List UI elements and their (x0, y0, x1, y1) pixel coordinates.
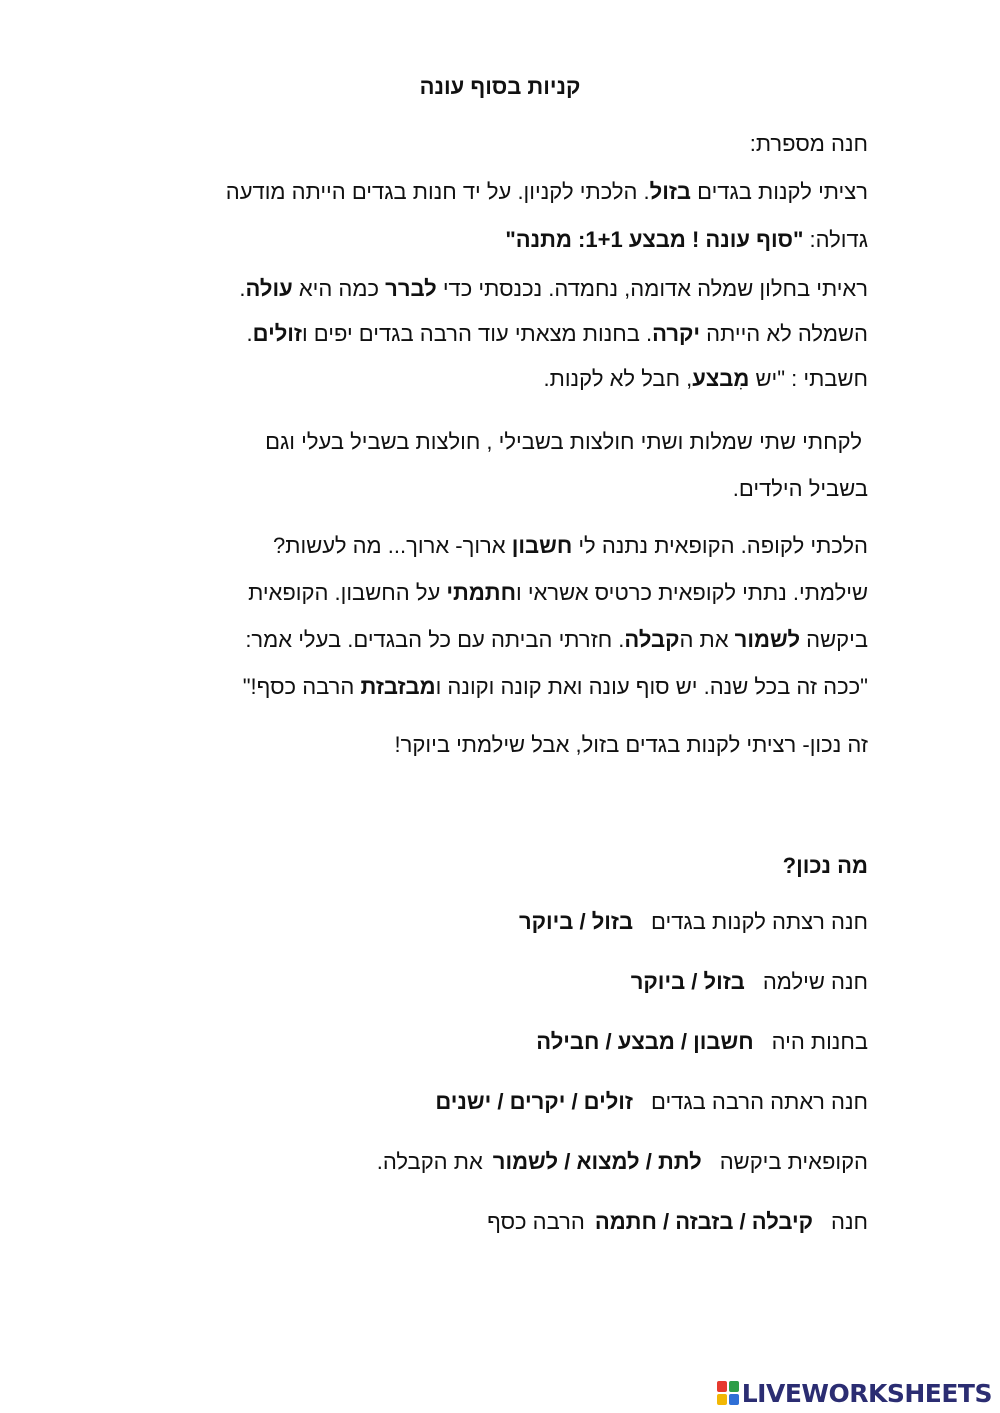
question-options[interactable]: בזול / ביוקר (518, 909, 634, 934)
vocabulary-word: מבזבזת (360, 674, 436, 699)
question-row (128, 1076, 868, 1136)
page-title: קניות בסוף עונה (419, 74, 581, 99)
question-row (128, 1136, 868, 1196)
vocabulary-word: "סוף עונה ! מבצע 1+1: מתנה" (505, 227, 804, 252)
question-row (128, 896, 868, 956)
logo-mark-icon (717, 1381, 739, 1405)
questions-heading: מה נכון? (782, 853, 868, 878)
story-paragraph-3 (128, 418, 868, 512)
story-line: רציתי לקנות בגדים בזול. הלכתי לקניון. על יד חנות בגדים הייתה מודעה (225, 179, 868, 204)
question-text: חנה רצתה לקנות בגדים (651, 909, 868, 934)
vocabulary-word: עולה (245, 276, 293, 301)
question-options[interactable]: חשבון / מבצע / חבילה (536, 1029, 754, 1054)
question-text: חנה שילמה (762, 969, 868, 994)
story-line: ראיתי בחלון שמלה אדומה, נחמדה. נכנסתי כדי לברר כמה היא עולה. (239, 276, 868, 301)
story-line: חנה מספרת: (749, 131, 868, 156)
question-options[interactable]: זולים / יקרים / ישנים (435, 1089, 633, 1114)
story-line: שילמתי. נתתי לקופאית כרטיס אשראי וחתמתי על החשבון. הקופאית (248, 580, 868, 605)
vocabulary-word: חשבון (511, 533, 573, 558)
question-text: הקופאית ביקשה (719, 1149, 868, 1174)
vocabulary-word: זולים (252, 321, 302, 346)
question-tail: הרבה כסף (487, 1209, 585, 1234)
vocabulary-word: לברר (385, 276, 437, 301)
question-options[interactable]: בזול / ביוקר (630, 969, 745, 994)
story-line: ביקשה לשמור את הקבלה. חזרתי הביתה עם כל הבגדים. בעלי אמר: (245, 627, 868, 652)
vocabulary-word: מִבצע (692, 366, 750, 391)
question-row (128, 1196, 868, 1256)
liveworksheets-logo (717, 1378, 992, 1408)
story-line: זה נכון- רציתי לקנות בגדים בזול, אבל שילמתי ביוקר! (394, 732, 868, 757)
story-line: השמלה לא הייתה יקרה. בחנות מצאתי עוד הרבה בגדים יפים וזולים. (246, 321, 868, 346)
story-line: "ככה זה בכל שנה. יש סוף עונה ואת קונה וקונה ומבזבזת הרבה כסף!" (242, 674, 868, 699)
vocabulary-word: לשמור (734, 627, 801, 652)
vocabulary-word: חתמתי (446, 580, 516, 605)
story-paragraph-2 (128, 266, 868, 401)
question-row (128, 956, 868, 1016)
question-tail: את הקבלה. (376, 1149, 483, 1174)
vocabulary-word: בזול (649, 179, 691, 204)
story-paragraph-1 (128, 120, 868, 264)
story-line: בשביל הילדים. (732, 476, 868, 501)
vocabulary-word: יקרה (652, 321, 701, 346)
question-row (128, 1016, 868, 1076)
question-options[interactable]: לתת / למצוא / לשמור (492, 1149, 702, 1174)
vocabulary-word: קבלה (624, 627, 680, 652)
story-line: גדולה: "סוף עונה ! מבצע 1+1: מתנה" (505, 227, 868, 252)
story-paragraph-4 (128, 522, 868, 710)
logo-text: LIVEWORKSHEETS (741, 1378, 992, 1408)
story-line: הלכתי לקופה. הקופאית נתנה לי חשבון ארוך- ארוך... מה לעשות? (273, 533, 868, 558)
story-line: לקחתי שתי שמלות ושתי חולצות בשבילי , חולצות בשביל בעלי וגם (265, 429, 862, 454)
story-line: חשבתי : "יש מִבצע, חבל לא לקנות. (543, 366, 868, 391)
question-text: בחנות היה (771, 1029, 868, 1054)
question-options[interactable]: קיבלה / בזבזה / חתמה (594, 1209, 813, 1234)
questions-list (128, 896, 868, 1256)
story-paragraph-5 (128, 722, 868, 768)
question-text: חנה ראתה הרבה בגדים (650, 1089, 868, 1114)
question-text: חנה (831, 1209, 868, 1234)
